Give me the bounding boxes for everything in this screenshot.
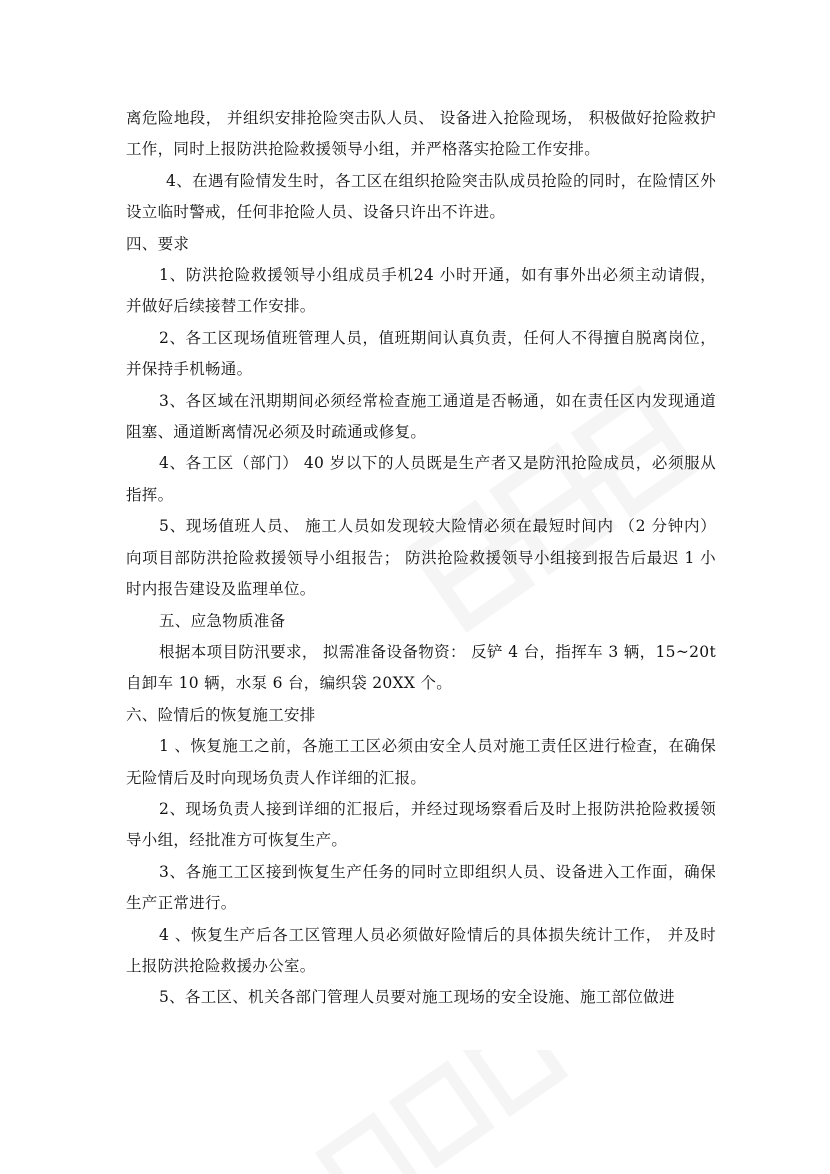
paragraph-rescue-continued: 离危险地段， 并组织安排抢险突击队人员、 设备进入抢险现场， 积极做好抢险救护工作，同时上报防洪抢险救援领导小组，并严格落实抢险工作安排。 (126, 109, 716, 159)
paragraph-recovery-3: 3、各施工工区接到恢复生产任务的同时立即组织人员、设备进入工作面，确保生产正常进行。 (126, 862, 716, 913)
paragraph-requirement-5: 5、现场值班人员、 施工人员如发现较大险情必须在最短时间内 （2 分钟内）向项目部防洪抢险救援领导小组报告； 防洪抢险救援领导小组接到报告后最迟 1 小时内报告建设及监理单位。 (126, 517, 716, 599)
paragraph-materials: 根据本项目防汛要求， 拟需准备设备物资： 反铲 4 台，指挥车 3 辆，15~20t 自卸车 10 辆，水泵 6 台，编织袋 20XX 个。 (126, 642, 716, 693)
paragraph-requirement-3: 3、各区域在汛期期间必须经常检查施工通道是否畅通，如在责任区内发现通道阻塞、通道断离情况必须及时疏通或修复。 (126, 391, 716, 442)
paragraph-item-4-warning: 4、在遇有险情发生时，各工区在组织抢险突击队成员抢险的同时，在险情区外设立临时警戒，任何非抢险人员、设备只许出不许进。 (126, 171, 716, 222)
paragraph-recovery-1: 1 、恢复施工之前，各施工工区必须由安全人员对施工责任区进行检查，在确保无险情后及时向现场负责人作详细的汇报。 (126, 737, 716, 787)
document-body (126, 103, 716, 1014)
paragraph-recovery-4: 4 、恢复生产后各工区管理人员必须做好险情后的具体损失统计工作， 并及时上报防洪抢险救援办公室。 (126, 925, 716, 975)
section-heading-recovery: 六、险情后的恢复施工安排 (126, 705, 316, 724)
paragraph-requirement-2: 2、各工区现场值班管理人员，值班期间认真负责，任何人不得擅自脱离岗位，并保持手机畅通。 (126, 328, 716, 379)
watermark-graphic-bottom (290, 1050, 590, 1174)
section-heading-requirements: 四、要求 (126, 234, 190, 253)
section-heading-materials: 五、应急物质准备 (159, 611, 286, 630)
paragraph-recovery-2: 2、现场负责人接到详细的汇报后，并经过现场察看后及时上报防洪抢险救援领导小组，经批准方可恢复生产。 (126, 799, 716, 850)
paragraph-requirement-1: 1、防洪抢险救援领导小组成员手机24 小时开通，如有事外出必须主动请假，并做好后续接替工作安排。 (126, 266, 716, 316)
paragraph-recovery-5: 5、各工区、机关各部门管理人员要对施工现场的安全设施、施工部位做进 (159, 988, 675, 1007)
paragraph-requirement-4: 4、各工区（部门） 40 岁以下的人员既是生产者又是防汛抢险成员，必须服从指挥。 (126, 454, 716, 504)
